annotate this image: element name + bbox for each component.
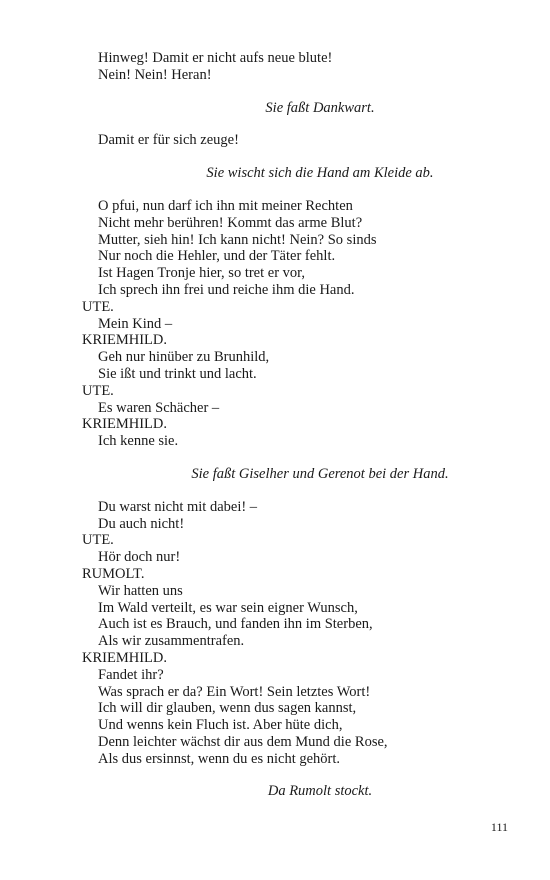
verse-line: Ich sprech ihn frei und reiche ihm die Hand. [98, 281, 355, 298]
speaker-name: UTE. [82, 532, 114, 549]
verse-line: Ich will dir glauben, wenn dus sagen kannst, [98, 700, 357, 717]
verse-line: Geh nur hinüber zu Brunhild, [98, 349, 270, 366]
verse-line: Denn leichter wächst dir aus dem Mund die Rose, [98, 733, 388, 750]
verse-line: Im Wald verteilt, es war sein eigner Wunsch, [98, 599, 358, 616]
verse-line: Du warst nicht mit dabei! – [98, 498, 258, 515]
page-number: 111 [490, 820, 508, 834]
speaker-name: UTE. [82, 382, 114, 399]
verse-line: O pfui, nun darf ich ihn mit meiner Rechten [98, 197, 353, 214]
verse-line: Nicht mehr berühren! Kommt das arme Blut? [98, 214, 363, 231]
verse-line: Du auch nicht! [98, 515, 185, 532]
verse-line: Auch ist es Brauch, und fanden ihn im Sterben, [98, 616, 373, 633]
stage-direction: Da Rumolt stockt. [267, 783, 373, 800]
verse-line: Und wenns kein Fluch ist. Aber hüte dich, [98, 717, 343, 734]
speaker-name: KRIEMHILD. [82, 649, 167, 666]
verse-line: Nur noch die Hehler, und der Täter fehlt. [98, 248, 336, 265]
verse-line: Fandet ihr? [98, 666, 164, 683]
verse-line: Mein Kind – [98, 315, 173, 332]
speaker-name: UTE. [82, 298, 114, 315]
speaker-name: KRIEMHILD. [82, 332, 167, 349]
stage-direction: Sie wischt sich die Hand am Kleide ab. [206, 165, 434, 182]
verse-line: Als wir zusammentrafen. [98, 633, 245, 650]
verse-line: Damit er für sich zeuge! [98, 132, 239, 149]
verse-line: Hinweg! Damit er nicht aufs neue blute! [98, 50, 333, 66]
verse-line: Mutter, sieh hin! Ich kann nicht! Nein? So sinds [98, 231, 377, 248]
verse-line: Nein! Nein! Heran! [98, 66, 212, 83]
verse-line: Hör doch nur! [98, 549, 181, 566]
stage-direction: Sie faßt Giselher und Gerenot bei der Hand. [191, 465, 449, 482]
verse-line: Ich kenne sie. [98, 433, 179, 450]
verse-line: Wir hatten uns [98, 582, 183, 599]
verse-line: Es waren Schächer – [98, 399, 220, 416]
verse-line: Sie ißt und trinkt und lacht. [98, 365, 257, 382]
speaker-name: KRIEMHILD. [82, 416, 167, 433]
verse-line: Ist Hagen Tronje hier, so tret er vor, [98, 265, 306, 282]
verse-line: Als dus ersinnst, wenn du es nicht gehört. [98, 750, 341, 767]
speaker-name: RUMOLT. [82, 565, 145, 582]
verse-line: Was sprach er da? Ein Wort! Sein letztes Wort! [98, 683, 371, 700]
stage-direction: Sie faßt Dankwart. [265, 99, 375, 116]
play-text [82, 50, 502, 816]
